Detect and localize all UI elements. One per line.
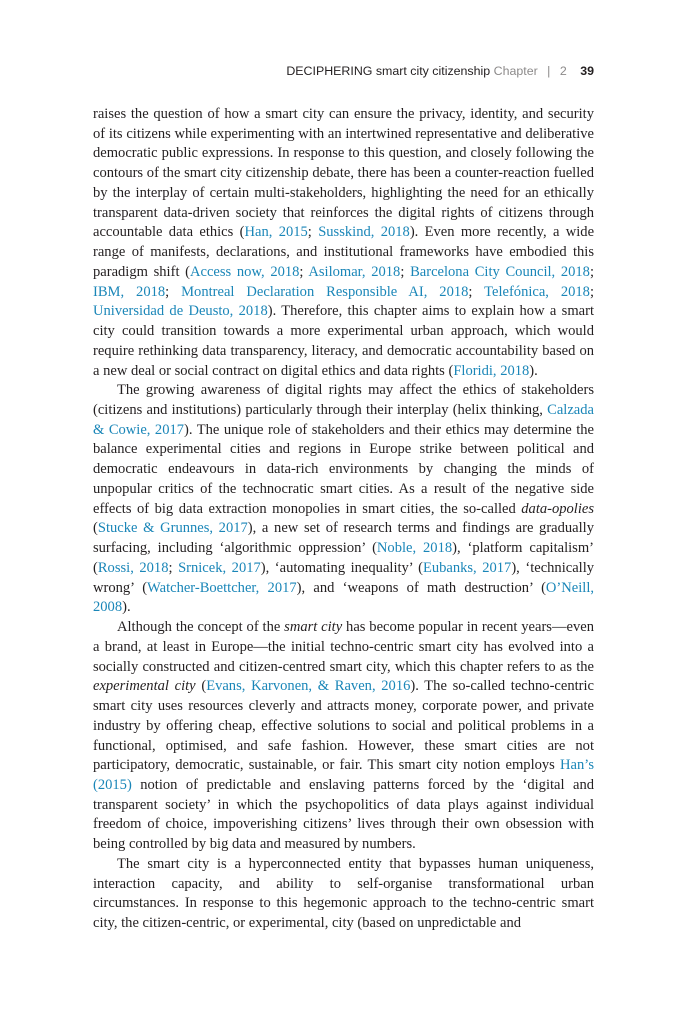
text-run: ; (168, 559, 179, 576)
text-run: The smart city is a hyperconnected entity that bypasses human uniqueness, interaction capacity, and ability to self-organise transformational urban circumstances. In response to this hegemonic approach to the techno-centric smart city, the citizen-centric, or experimental, city (based on unpredictable and (93, 855, 594, 932)
text-run: ). The unique role of stakeholders and their ethics may determine the balance experimental cities and regions in Europe strike between political and democratic endeavours in data-rich environments by changing the minds of unpopular critics of the technocratic smart cities. As a result of the negative side effects of big data extraction monopolies in smart cities, the so-called (93, 421, 594, 517)
chapter-label: Chapter (493, 64, 538, 78)
text-run: ( (93, 520, 98, 537)
paragraph-3 (93, 618, 594, 855)
citation-link[interactable]: Eubanks, 2017 (422, 559, 512, 576)
text-run: ; (589, 263, 594, 280)
text-run: ). (529, 362, 538, 379)
citation-link[interactable]: Srnicek, 2017 (178, 559, 261, 576)
body-text (93, 105, 594, 934)
citation-link[interactable]: Montreal Declaration Responsible AI, 2018 (181, 283, 469, 300)
text-run: ), a new set of research terms and findings are gradually surfacing, including ‘algorithmic oppression’ ( (93, 520, 594, 557)
text-run: ; (468, 283, 485, 300)
citation-link[interactable]: Watcher-Boettcher, 2017 (147, 579, 297, 596)
text-run: ), ‘technically wrong’ ( (93, 559, 595, 596)
text-run: ). Therefore, this chapter aims to explain how a smart city could transition towards a more experimental urban approach, which would require rethinking data transparency, literacy, and democratic accountability based on a new deal or social contract on digital ethics and data rights ( (93, 303, 594, 379)
text-run: ; (307, 224, 319, 241)
text-run: ; (299, 263, 309, 280)
citation-link[interactable]: Susskind, 2018 (318, 224, 410, 241)
italic-term: data-opolies (521, 500, 594, 517)
citation-link[interactable]: Evans, Karvonen, & Raven, 2016 (206, 678, 411, 695)
text-run: has become popular in recent years—even a brand, at least in Europe—the initial techno-centric smart city has evolved into a socially constructed and citizen-centred smart city, which this chapter refers to as the (93, 619, 594, 675)
paragraph-4 (93, 855, 594, 934)
citation-link[interactable]: Floridi, 2018 (453, 362, 530, 379)
citation-link[interactable]: Universidad de Deusto, 2018 (93, 303, 268, 320)
chapter-number: 2 (559, 64, 567, 78)
citation-link[interactable]: Rossi, 2018 (97, 559, 169, 576)
text-run: ; (589, 283, 595, 300)
citation-link[interactable]: Calzada & Cowie, 2017 (93, 402, 594, 438)
citation-link[interactable]: Asilomar, 2018 (308, 263, 401, 280)
page-number: 39 (580, 64, 594, 78)
text-run: ; (165, 283, 182, 300)
header-separator: | (547, 64, 551, 78)
citation-link[interactable]: IBM, 2018 (93, 283, 166, 300)
text-run: ), and ‘weapons of math destruction’ ( (296, 579, 546, 596)
citation-link[interactable]: Barcelona City Council, 2018 (410, 263, 590, 280)
citation-link[interactable]: Han’s (2015) (93, 757, 594, 793)
running-title-caps: DECIPHERING (286, 64, 373, 78)
text-run: ). (122, 599, 131, 616)
text-run: ; (400, 263, 411, 280)
text-run: ), ‘platform capitalism’ ( (93, 540, 594, 576)
text-run: raises the question of how a smart city can ensure the privacy, identity, and security of its citizens while experimenting with an intertwined representative and deliberative democratic public expressions. In response to this question, and closely following the contours of the smart city citizenship debate, there has been a counter-reaction fuelled by the interplay of certain multi-stakeholders, highlighting the need for an ethically transparent data-driven society that reinforces the digital rights of citizens through accountable data ethics ( (93, 106, 594, 241)
running-title: smart city citizenship (375, 64, 491, 78)
text-run: The growing awareness of digital rights may affect the ethics of stakeholders (citizens and institutions) particularly through their interplay (helix thinking, (93, 382, 594, 419)
text-run: ). The so-called techno-centric smart city uses resources cleverly and attracts money, corporate power, and private industry by offering cheap, effective solutions to social and political problems in a functional, optimised, and safe fashion. However, these smart cities are not participatory, democratic, sustainable, or fair. This smart city notion employs (93, 678, 594, 774)
italic-term: experimental city (93, 678, 196, 695)
italic-term: smart city (284, 619, 343, 636)
citation-link[interactable]: Noble, 2018 (376, 540, 453, 557)
text-run: ( (195, 678, 207, 695)
text-run: ), ‘automating inequality’ ( (260, 559, 423, 576)
citation-link[interactable]: Telefónica, 2018 (484, 283, 590, 300)
citation-link[interactable]: Access now, 2018 (190, 263, 300, 280)
running-header (286, 64, 594, 78)
citation-link[interactable]: Stucke & Grunnes, 2017 (97, 520, 248, 537)
citation-link[interactable]: O’Neill, 2008 (93, 579, 594, 616)
paragraph-2 (93, 381, 594, 618)
paragraph-1 (93, 105, 594, 381)
text-run: Although the concept of the (117, 619, 285, 636)
text-run: ). Even more recently, a wide range of manifests, declarations, and institutional frameworks have embodied this paradigm shift ( (93, 224, 595, 280)
text-run: notion of predictable and enslaving patterns forced by the ‘digital and transparent society’ in which the psychopolitics of data plays against individual freedom of choice, impoverishing citizens’ lives through their own obsession with being controlled by big data and measured by numbers. (93, 776, 594, 853)
citation-link[interactable]: Han, 2015 (244, 224, 308, 241)
